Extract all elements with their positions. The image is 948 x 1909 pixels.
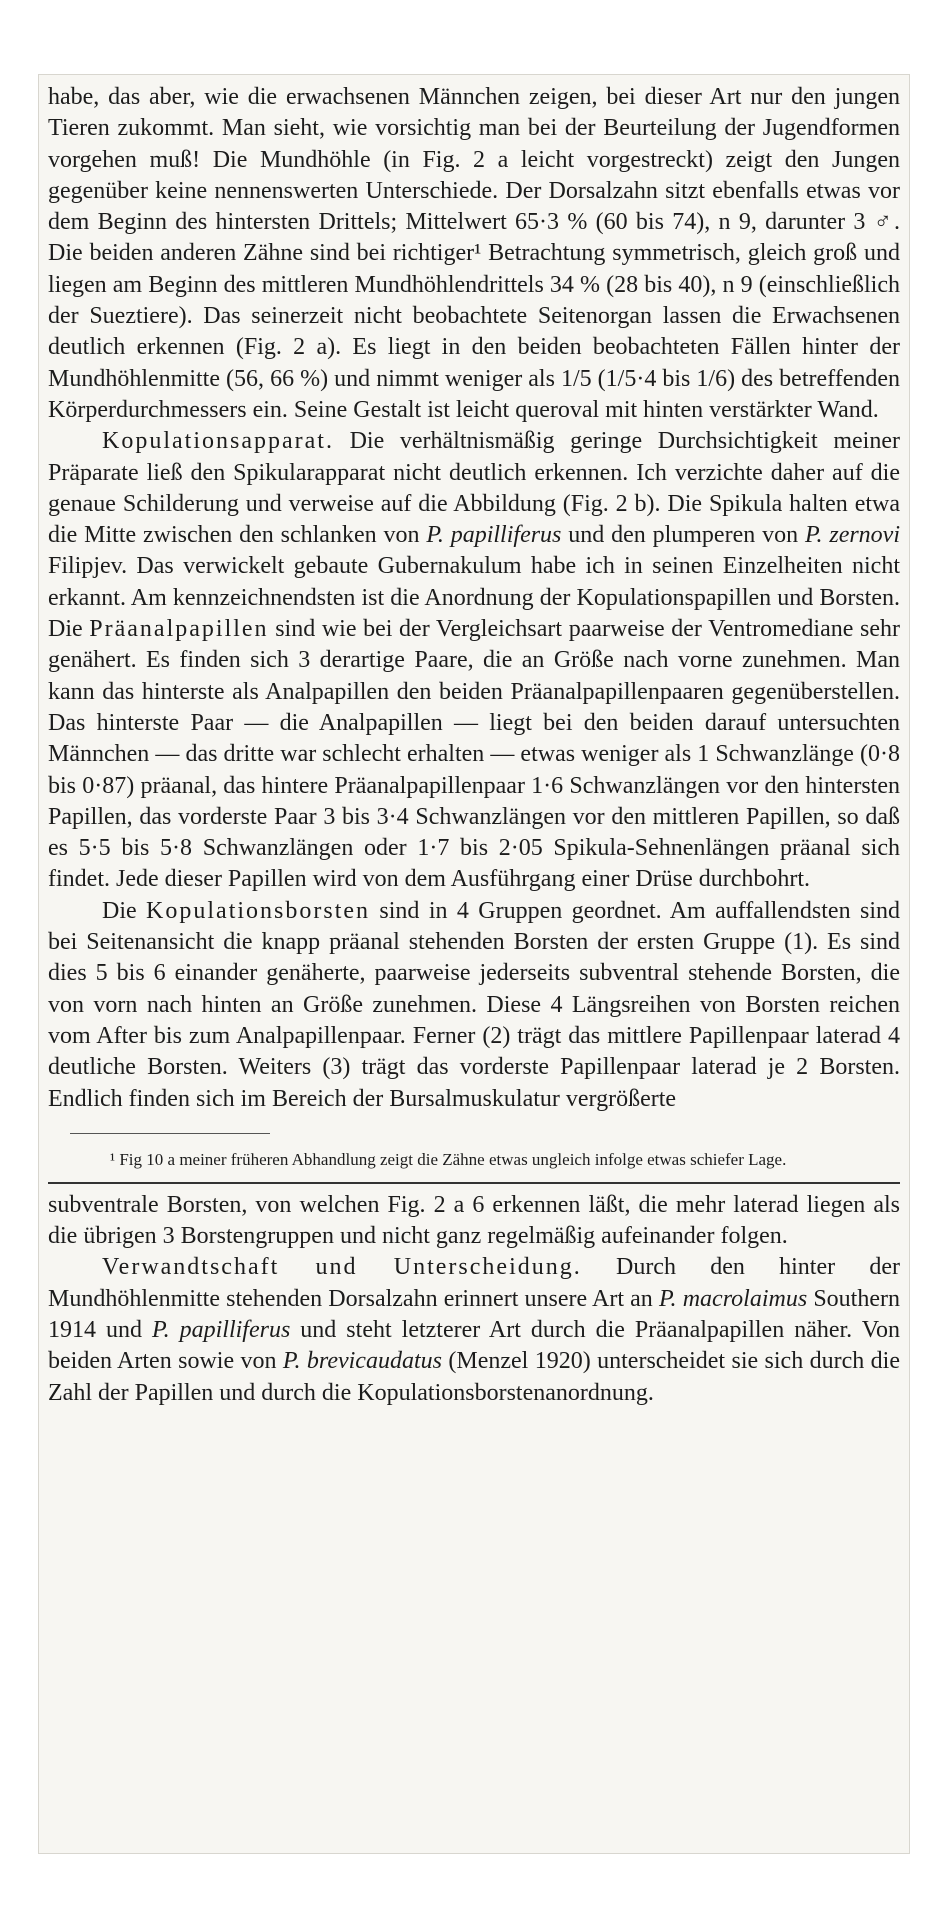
species-name: P. papilliferus	[426, 522, 562, 549]
term-kopulationsborsten: Kopulationsborsten	[146, 897, 371, 924]
footnote-divider	[70, 1133, 270, 1134]
species-name: P. brevicaudatus	[282, 1348, 442, 1375]
species-name: P. macrolaimus	[658, 1285, 808, 1312]
text-column	[48, 82, 900, 1409]
section-heading-verwandtschaft: Verwandtschaft und Unterscheidung.	[102, 1254, 582, 1281]
paragraph-kopulationsborsten: Die Kopulationsborsten sind in 4 Gruppen geordnet. Am auffallendsten sind bei Seitenansicht die knapp präanal stehenden Borsten der ersten Gruppe (1). Es sind dies 5 bis 6 einander genäherte, paarweise jederseits subventral stehende Borsten, die von vorn nach hinten an Größe zunehmen. Diese 4 Längsreihen von Borsten reichen vom After bis zum Analpapillenpaar. Ferner (2) trägt das mittlere Papillenpaar laterad 4 deutliche Borsten. Weiters (3) trägt das vorderste Papillenpaar laterad je 2 Borsten. Endlich finden sich im Bereich der Bursalmuskulatur vergrößerte	[48, 897, 900, 1112]
paragraph-mundhoehle: habe, das aber, wie die erwachsenen Männchen zeigen, bei dieser Art nur den jungen Tieren zukommt. Man sieht, wie vorsichtig man bei der Beurteilung der Jugendformen vorgehen muß! Die Mundhöhle (in Fig. 2 a leicht vorgestreckt) zeigt den Jungen gegenüber keine nennenswerten Unterschiede. Der Dorsalzahn sitzt ebenfalls etwas vor dem Beginn des hintersten Drittels; Mittelwert 65·3 % (60 bis 74), n 9, darunter 3 ♂. Die beiden anderen Zähne sind bei richtiger¹ Betrachtung symmetrisch, gleich groß und liegen am Beginn des mittleren Mundhöhlendrittels 34 % (28 bis 40), n 9 (einschließlich der Sueztiere). Das seinerzeit nicht beobachtete Seitenorgan lassen die Erwachsenen deutlich erkennen (Fig. 2 a). Es liegt in den beiden beobachteten Fällen hinter der Mundhöhlenmitte (56, 66 %) und nimmt weniger als 1/5 (1/5·4 bis 1/6) des betreffenden Körperdurchmessers ein. Seine Gestalt ist leicht queroval mit hinten verstärkter Wand.	[48, 84, 900, 423]
footnote: ¹ Fig 10 a meiner früheren Abhandlung zeigt die Zähne etwas ungleich infolge etwas schiefer Lage.	[110, 1149, 787, 1169]
section-heading-kopulationsapparat: Kopulationsapparat.	[102, 428, 334, 455]
paragraph-continuation: subventrale Borsten, von welchen Fig. 2 a 6 erkennen läßt, die mehr laterad liegen als die übrigen 3 Borstengruppen und nicht ganz regelmäßig aufeinander folgen.	[48, 1191, 900, 1250]
paragraph-verwandtschaft: Verwandtschaft und Unterscheidung. Durch den hinter der Mundhöhlenmitte stehenden Dorsalzahn erinnert unsere Art an P. macrolaimus Southern 1914 und P. papilliferus und steht letzterer Art durch die Präanalpapillen näher. Von beiden Arten sowie von P. brevicaudatus (Menzel 1920) unterscheidet sie sich durch die Zahl der Papillen und durch die Kopulationsborstenanordnung.	[48, 1254, 900, 1406]
page-separator	[48, 1182, 900, 1184]
species-name: P. papilliferus	[152, 1316, 291, 1343]
species-name: P. zernovi	[804, 522, 901, 549]
paragraph-kopulationsapparat: Kopulationsapparat. Die verhältnismäßig geringe Durchsichtigkeit meiner Präparate ließ den Spikularapparat nicht deutlich erkennen. Ich verzichte daher auf die genaue Schilderung und verweise auf die Abbildung (Fig. 2 b). Die Spikula halten etwa die Mitte zwischen den schlanken von P. papilliferus und den plumperen von P. zernovi Filipjev. Das verwickelt gebaute Gubernakulum habe ich in seinen Einzelheiten nicht erkannt. Am kennzeichnendsten ist die Anordnung der Kopulationspapillen und Borsten. Die Präanalpapillen sind wie bei der Vergleichsart paarweise der Ventromediane sehr genähert. Es finden sich 3 derartige Paare, die an Größe nach vorne zunehmen. Man kann das hinterste als Analpapillen den beiden Präanalpapillenpaaren gegenüberstellen. Das hinterste Paar — die Analpapillen — liegt bei den beiden darauf untersuchten Männchen — das dritte war schlecht erhalten — etwas weniger als 1 Schwanzlänge (0·8 bis 0·87) präanal, das hintere Präanalpapillenpaar 1·6 Schwanzlängen vor den hintersten Papillen, das vorderste Paar 3 bis 3·4 Schwanzlängen vor den mittleren Papillen, so daß es 5·5 bis 5·8 Schwanzlängen oder 1·7 bis 2·05 Spikula-Sehnenlängen präanal sich findet. Jede dieser Papillen wird von dem Ausführgang einer Drüse durchbohrt.	[48, 428, 901, 893]
term-praeanalpapillen: Präanalpapillen	[89, 616, 269, 643]
